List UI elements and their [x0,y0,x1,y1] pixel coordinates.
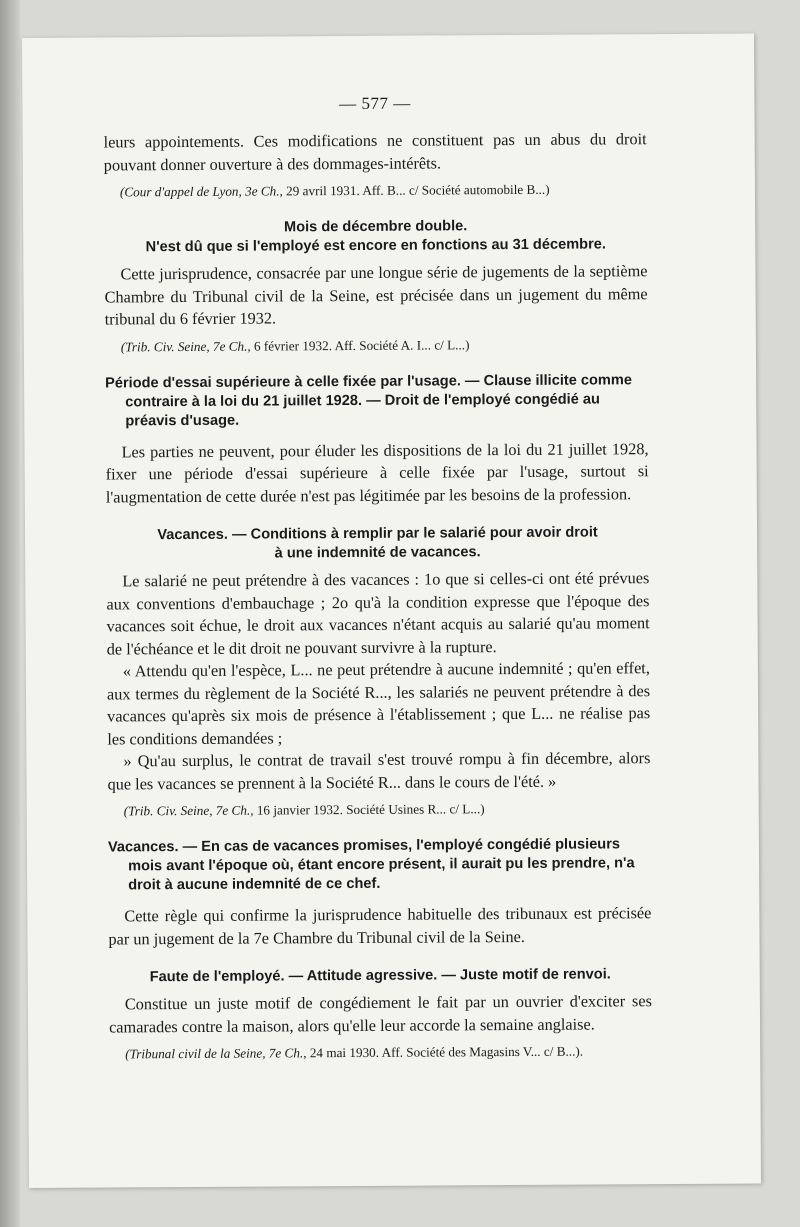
section3-heading [106,523,649,564]
section3-quote1: « Attendu qu'en l'espèce, L... ne peut prétendre à aucune indemnité ; qu'en effet, aux termes du règlement de la Société R..., les salariés ne peuvent prétendre à des vacances qu'après six mois de présence à l'établissement ; que L... ne réalise pas les conditions demandées ; [106,658,651,748]
intro-paragraph: leurs appointements. Ces modifications ne constituent pas un abus du droit pouvant donner ouverture à des dommages-intérêts. [103,129,647,175]
section2-heading-first: Période d'essai supérieure à celle fixée par l'usage. — Clause illicite comme [105,371,633,391]
document-page [22,34,761,1188]
section3-heading-line1: Vacances. — Conditions à remplir par le salarié pour avoir droit [157,524,598,544]
section4-heading-rest: mois avant l'époque où, étant encore présent, il aurait pu les prendre, n'a droit à aucune indemnité de ce chef. [128,855,635,894]
section1-citation [105,334,648,356]
section4-heading [108,835,651,895]
section1-citation-court: (Trib. Civ. Seine, 7e Ch., [120,338,251,354]
section2-paragraph: Les parties ne peuvent, pour éluder les dispositions de la loi du 21 juillet 1928, fixer une période d'essai supérieure à celle fixée par l'usage, surtout si l'augmentation de cette durée n'est pas légitimée par les besoins de la profession. [105,438,649,506]
section3-citation [108,798,651,820]
section1-paragraph: Cette jurisprudence, consacrée par une longue série de jugements de la septième Chambre du Tribunal civil de la Seine, est précisée dans un jugement du même tribunal du 6 février 1932. [104,261,648,329]
section4-heading-first: Vacances. — En cas de vacances promises, l'employé congédié plusieurs [107,836,621,856]
intro-citation-details: 29 avril 1931. Aff. B... c/ Société automobile B...) [282,181,550,199]
section5-citation-details: 24 mai 1930. Aff. Société des Magasins V... c/ B...). [306,1043,584,1061]
page-number: — 577 — [339,93,411,114]
section3-quote2: » Qu'au surplus, le contrat de travail s'est trouvé rompu à fin décembre, alors que les vacances se prennent à la Société R... dans le cours de l'été. » [107,748,651,793]
section5-citation [109,1041,652,1063]
section5-citation-court: (Tribunal civil de la Seine, 7e Ch., [125,1045,307,1062]
section3-citation-court: (Trib. Civ. Seine, 7e Ch., [123,802,254,819]
section2-heading-rest: contraire à la loi du 21 juillet 1928. — Droit de l'employé congédié au préavis d'usage. [125,390,600,429]
section1-heading [104,216,647,257]
intro-citation-court: (Cour d'appel de Lyon, 3e Ch., [119,183,283,200]
section1-citation-details: 6 février 1932. Aff. Société A. I... c/ L...) [250,336,470,354]
section1-heading-line2: N'est dû que si l'employé est encore en fonctions au 31 décembre. [145,236,606,256]
section3-paragraph: Le salarié ne peut prétendre à des vacances : 1o que si celles-ci ont été prévues aux conventions d'embauchage ; 2o qu'à la condition expresse que l'époque des vacances soit échue, le droit aux vacances n'étant acquis au salarié qu'au moment de l'échéance et le dit droit ne pouvant survivre à la rupture. [106,568,650,658]
section5-paragraph: Constitue un juste motif de congédiement le fait par un ouvrier d'exciter ses camarades contre la maison, alors qu'elle leur accorde la semaine anglaise. [108,991,652,1036]
intro-citation [104,179,647,201]
section3-heading-line2: à une indemnité de vacances. [274,544,481,562]
section5-heading: Faute de l'employé. — Attitude agressive. — Juste motif de renvoi. [149,966,611,986]
page-edge-shadow [0,0,20,1227]
section4-paragraph: Cette règle qui confirme la jurisprudence habituelle des tribunaux est précisée par un jugement de la 7e Chambre du Tribunal civil de la Seine. [108,903,652,948]
section2-heading [105,371,648,431]
section3-citation-details: 16 janvier 1932. Société Usines R... c/ L...) [253,801,485,818]
page-content [103,92,652,1063]
section1-heading-line1: Mois de décembre double. [283,218,468,236]
